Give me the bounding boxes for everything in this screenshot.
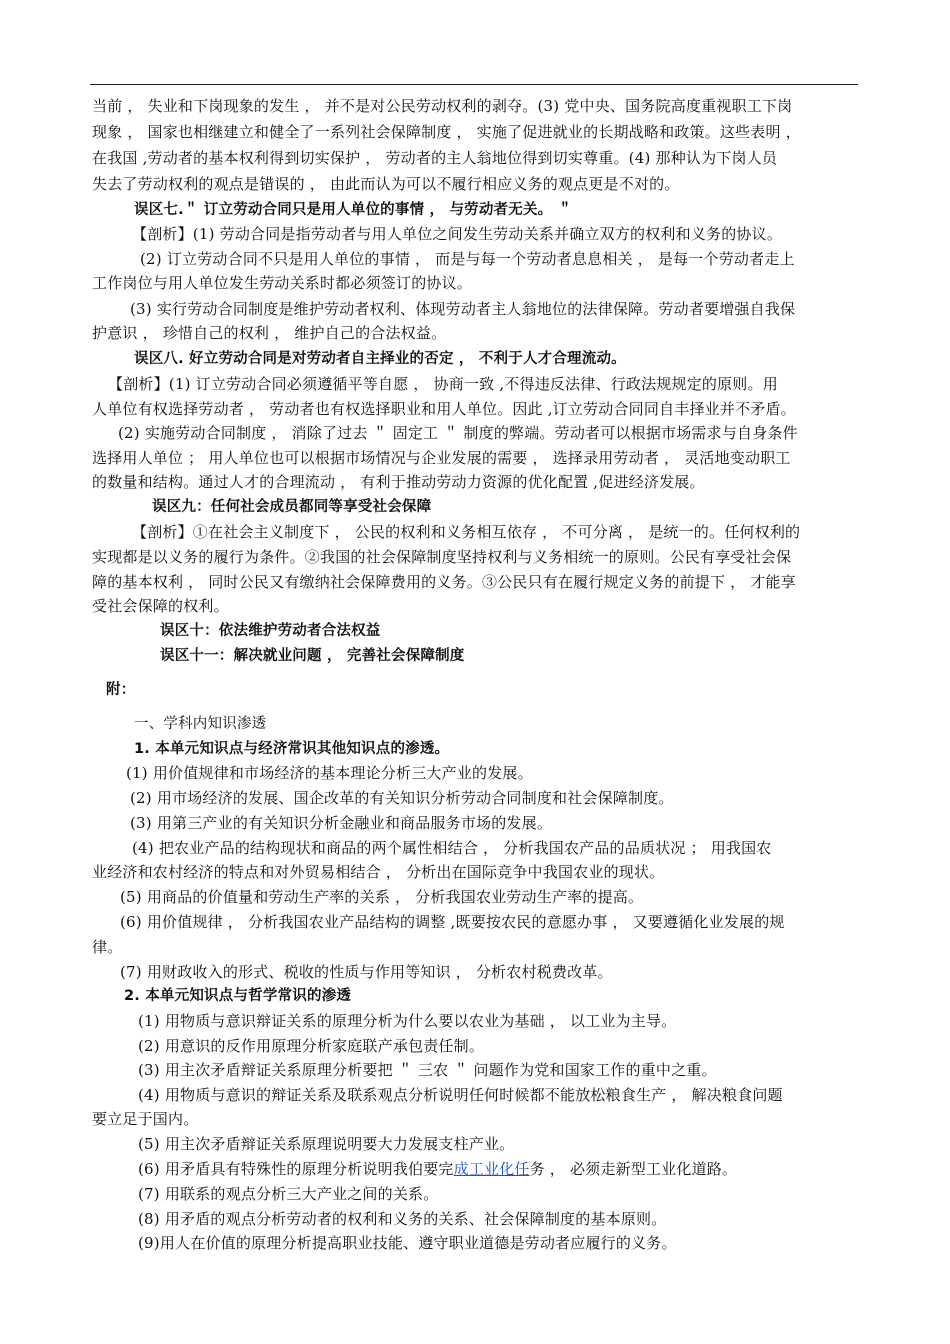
list-item: (9)用人在价值的原理分析提高职业技能、遵守职业道德是劳动者应履行的义务。 (138, 1234, 677, 1252)
text-line: 要立足于国内。 (92, 1110, 199, 1128)
inline-link[interactable]: 成工业化任 (453, 1160, 530, 1178)
text-line: 【剖析】①在社会主义制度下 ， 公民的权利和义务相互依存 ， 不可分离 ， 是统一的。任何权利的 (132, 523, 801, 541)
text-line: 现象 ， 国家也相继建立和健全了一系列社会保障制度 ， 实施了促进就业的长期战略和政策。这些表明 ， (92, 123, 801, 141)
subsection-heading: 一、学科内知识渗透 (134, 716, 267, 732)
text-line: (2) 实施劳动合同制度 ， 消除了过去 ＂ 固定工 ＂ 制度的弊端。劳动者可以根据市场需求与自身条件 (118, 424, 798, 442)
text-line: 失去了劳动权利的观点是错误的 ， 由此而认为可以不履行相应义务的观点更是不对的。 (92, 175, 680, 193)
list-item: (4) 用物质与意识的辩证关系及联系观点分析说明任何时候都不能放松粮食生产 ， 解决粮食问题 (138, 1086, 783, 1104)
subsection-heading: 1. 本单元知识点与经济常识其他知识点的渗透。 (134, 741, 450, 757)
text-line: 实现都是以义务的履行为条件。②我国的社会保障制度坚持权利与义务相统一的原则。公民有享受社会保 (92, 548, 792, 566)
section-heading: 误区七.＂ 订立劳动合同只是用人单位的事情 ， 与劳动者无关。 ＂ (134, 202, 573, 218)
text-line: 【剖析】(1) 订立劳动合同必须遵循平等自愿 ， 协商一致 ,不得违反法律、行政法规规定的原则。用 (108, 375, 778, 393)
list-item: (3) 用主次矛盾辩证关系原理分析要把 ＂ 三农 ＂ 问题作为党和国家工作的重中之重。 (138, 1061, 717, 1079)
list-item: (7) 用联系的观点分析三大产业之间的关系。 (138, 1185, 439, 1203)
list-item: (5) 用主次矛盾辩证关系原理说明要大力发展支柱产业。 (138, 1135, 515, 1153)
text-line: 工作岗位与用人单位发生劳动关系时都必须签订的协议。 (92, 274, 473, 292)
list-item: (8) 用矛盾的观点分析劳动者的权利和义务的关系、社会保障制度的基本原则。 (138, 1210, 667, 1228)
list-item: (5) 用商品的价值量和劳动生产率的关系 ， 分析我国农业劳动生产率的提高。 (120, 888, 644, 906)
text-line: (2) 订立劳动合同不只是用人单位的事情 ， 而是与每一个劳动者息息相关 ， 是每一个劳动者走上 (140, 250, 795, 268)
text-line: 选择用人单位 ； 用人单位也可以根据市场情况与企业发展的需要 ， 选择录用劳动者 ， 灵活地变动职工 (92, 449, 791, 467)
list-item (138, 1159, 737, 1179)
text-line: 在我国 ,劳动者的基本权利得到切实保护 ， 劳动者的主人翁地位得到切实尊重。(4) 那种认为下岗人员 (92, 149, 778, 167)
section-heading: 误区十：依法维护劳动者合法权益 (160, 623, 381, 639)
list-item: (1) 用物质与意识辩证关系的原理分析为什么要以农业为基础 ， 以工业为主导。 (138, 1012, 677, 1030)
subsection-heading: 2. 本单元知识点与哲学常识的渗透 (124, 988, 352, 1004)
section-heading: 误区十一：解决就业问题 ， 完善社会保障制度 (160, 648, 465, 664)
text-line: 当前 ， 失业和下岗现象的发生 ， 并不是对公民劳动权利的剥夺。(3) 党中央、国务院高度重视职工下岗 (92, 97, 793, 115)
text-line: 护意识 ， 珍惜自己的权利 ， 维护自己的合法权益。 (92, 324, 447, 342)
text-line: 人单位有权选择劳动者 ， 劳动者也有权选择职业和用人单位。因此 ,订立劳动合同同自丰择业并不矛盾。 (92, 400, 796, 418)
list-item: (2) 用市场经济的发展、国企改革的有关知识分析劳动合同制度和社会保障制度。 (130, 789, 674, 807)
header-rule (90, 84, 858, 85)
list-item: (2) 用意识的反作用原理分析家庭联产承包责任制。 (138, 1037, 485, 1055)
text-line: 业经济和农村经济的特点和对外贸易相结合 ， 分析出在国际竞争中我国农业的现状。 (92, 863, 665, 881)
list-item: (3) 用第三产业的有关知识分析金融业和商品服务市场的发展。 (130, 814, 553, 832)
text-line: 【剖析】(1) 劳动合同是指劳动者与用人单位之间发生劳动关系并确立双方的权利和义务的协议。 (132, 225, 783, 243)
appendix-label: 附： (106, 682, 136, 698)
list-item: (6) 用价值规律 ， 分析我国农业产品结构的调整 ,既要按农民的意愿办事 ， 又要遵循化业发展的规 (120, 913, 785, 931)
text-line: 受社会保障的权利。 (92, 597, 229, 615)
section-heading: 误区九：任何社会成员都同等享受社会保障 (152, 499, 432, 515)
text-line: 律。 (92, 938, 123, 956)
text-line: 障的基本权利 ， 同时公民又有缴纳社会保障费用的义务。③公民只有在履行规定义务的前提下 ， 才能享 (92, 573, 796, 591)
list-item: (1) 用价值规律和市场经济的基本理论分析三大产业的发展。 (126, 764, 533, 782)
text-line: (3) 实行劳动合同制度是维护劳动者权利、体现劳动者主人翁地位的法律保障。劳动者要增强自我保 (130, 300, 796, 318)
section-heading: 误区八. 好立劳动合同是对劳动者自主择业的否定 ， 不利于人才合理流动。 (134, 351, 626, 367)
list-item: (7) 用财政收入的形式、税收的性质与作用等知识 ， 分析农村税费改革。 (120, 963, 613, 981)
list-item: (4) 把农业产品的结构现状和商品的两个属性相结合 ， 分析我国农产品的品质状况 ； 用我国农 (132, 839, 772, 857)
link-line-before: (6) 用矛盾具有特殊性的原理分析说明我伯要完 (138, 1160, 454, 1178)
text-line: 的数量和结构。通过人才的合理流动 ， 有利于推动劳动力资源的优化配置 ,促进经济发展。 (92, 473, 705, 491)
link-line-after: 务 ， 必须走新型工业化道路。 (529, 1160, 738, 1178)
